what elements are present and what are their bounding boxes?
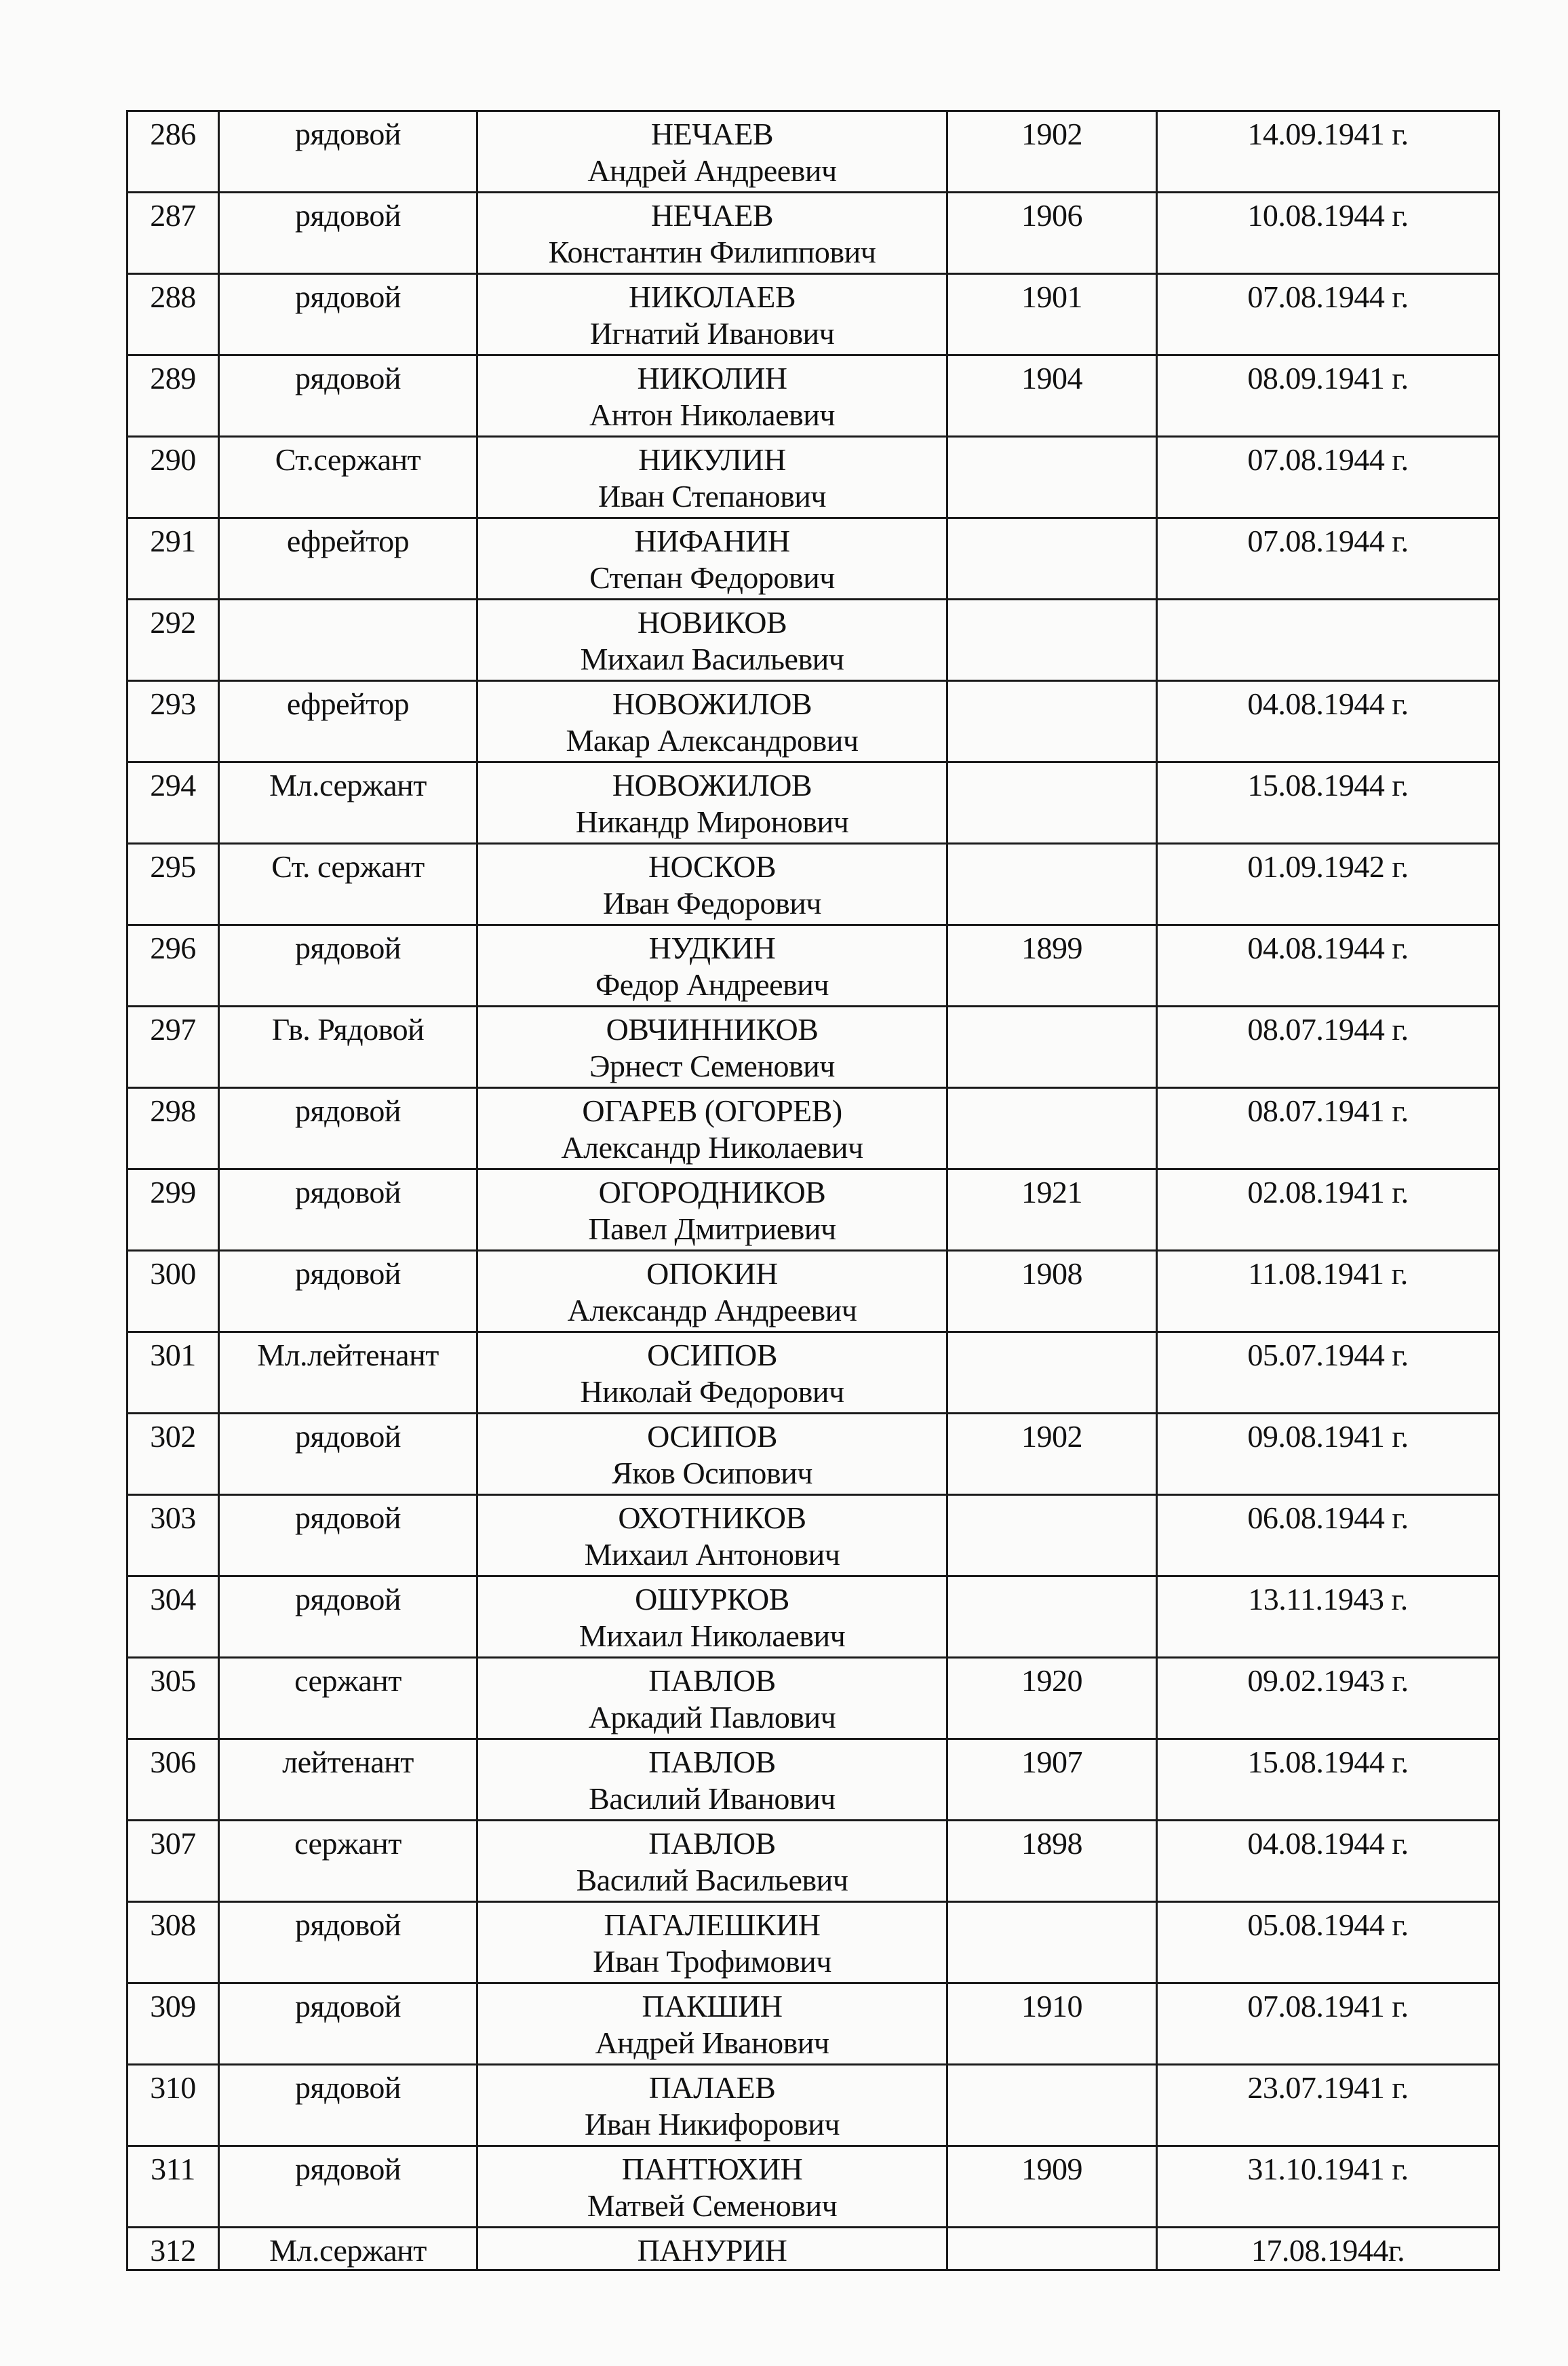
birth-year-cell: 1902 [947, 1414, 1157, 1495]
given-names: Матвей Семенович [587, 2188, 838, 2223]
rank-cell: рядовой [219, 1414, 477, 1495]
name-cell [477, 925, 947, 1007]
birth-year-cell [947, 437, 1157, 518]
given-names: Иван Степанович [597, 479, 827, 513]
table-row [128, 518, 1500, 600]
table-row [128, 1332, 1500, 1414]
row-number-cell: 311 [128, 2146, 219, 2228]
birth-year-cell [947, 1088, 1157, 1169]
date-cell: 04.08.1944 г. [1157, 925, 1500, 1007]
rank-cell: лейтенант [219, 1739, 477, 1821]
birth-year-cell [947, 762, 1157, 844]
given-names: Макар Александрович [566, 723, 859, 758]
rank-cell: ефрейтор [219, 681, 477, 762]
rank-cell: рядовой [219, 2065, 477, 2146]
surname: ПАЛАЕВ [648, 2070, 776, 2105]
name-cell [477, 355, 947, 437]
surname: ОШУРКОВ [635, 1582, 789, 1616]
birth-year-cell: 1906 [947, 193, 1157, 274]
row-number-cell: 296 [128, 925, 219, 1007]
surname: ОВЧИННИКОВ [606, 1012, 819, 1047]
name-cell [477, 762, 947, 844]
surname: ПАВЛОВ [648, 1745, 776, 1779]
birth-year-cell [947, 2065, 1157, 2146]
row-number-cell: 291 [128, 518, 219, 600]
row-number-cell: 302 [128, 1414, 219, 1495]
table-row [128, 1902, 1500, 1983]
row-number-cell: 295 [128, 844, 219, 925]
row-number-cell: 290 [128, 437, 219, 518]
given-names: Никандр Миронович [575, 804, 849, 839]
table-row [128, 274, 1500, 355]
birth-year-cell [947, 1332, 1157, 1414]
roster-table [126, 110, 1500, 2271]
date-cell: 09.08.1941 г. [1157, 1414, 1500, 1495]
surname: НОВИКОВ [637, 605, 787, 640]
date-cell: 04.08.1944 г. [1157, 681, 1500, 762]
table-row [128, 1088, 1500, 1169]
name-cell [477, 274, 947, 355]
birth-year-cell [947, 2228, 1157, 2270]
row-number-cell: 312 [128, 2228, 219, 2270]
name-cell [477, 193, 947, 274]
given-names: Павел Дмитриевич [588, 1211, 836, 1246]
name-cell [477, 1658, 947, 1739]
surname: НЕЧАЕВ [650, 198, 774, 233]
name-cell [477, 844, 947, 925]
date-cell: 23.07.1941 г. [1157, 2065, 1500, 2146]
given-names: Константин Филиппович [548, 235, 876, 269]
rank-cell: сержант [219, 1821, 477, 1902]
table-row [128, 1251, 1500, 1332]
birth-year-cell: 1920 [947, 1658, 1157, 1739]
birth-year-cell: 1901 [947, 274, 1157, 355]
birth-year-cell: 1907 [947, 1739, 1157, 1821]
rank-cell: рядовой [219, 274, 477, 355]
name-cell [477, 1739, 947, 1821]
date-cell: 07.08.1941 г. [1157, 1983, 1500, 2065]
name-cell [477, 1332, 947, 1414]
given-names: Антон Николаевич [589, 397, 835, 432]
date-cell: 04.08.1944 г. [1157, 1821, 1500, 1902]
table-row [128, 2228, 1500, 2270]
surname: НЕЧАЕВ [650, 117, 774, 151]
birth-year-cell: 1908 [947, 1251, 1157, 1332]
rank-cell: рядовой [219, 1169, 477, 1251]
table-row [128, 762, 1500, 844]
date-cell: 31.10.1941 г. [1157, 2146, 1500, 2228]
table-row [128, 1414, 1500, 1495]
surname: НОВОЖИЛОВ [612, 768, 812, 802]
surname: ПАВЛОВ [648, 1663, 776, 1698]
row-number-cell: 300 [128, 1251, 219, 1332]
name-cell [477, 1414, 947, 1495]
date-cell: 01.09.1942 г. [1157, 844, 1500, 925]
rank-cell: рядовой [219, 1983, 477, 2065]
given-names: Андрей Иванович [595, 2025, 829, 2060]
name-cell [477, 1495, 947, 1576]
table-row [128, 1007, 1500, 1088]
rank-cell: рядовой [219, 193, 477, 274]
surname: НУДКИН [648, 931, 776, 965]
name-cell [477, 1088, 947, 1169]
rank-cell: рядовой [219, 1088, 477, 1169]
birth-year-cell [947, 518, 1157, 600]
table-row [128, 1983, 1500, 2065]
date-cell: 08.07.1941 г. [1157, 1088, 1500, 1169]
row-number-cell: 298 [128, 1088, 219, 1169]
row-number-cell: 309 [128, 1983, 219, 2065]
date-cell: 09.02.1943 г. [1157, 1658, 1500, 1739]
roster-body [128, 111, 1500, 2270]
rank-cell: рядовой [219, 1902, 477, 1983]
table-row [128, 437, 1500, 518]
surname: ПАНУРИН [637, 2233, 787, 2268]
given-names: Михаил Васильевич [580, 642, 844, 676]
name-cell [477, 1169, 947, 1251]
name-cell [477, 1902, 947, 1983]
name-cell [477, 1983, 947, 2065]
date-cell: 13.11.1943 г. [1157, 1576, 1500, 1658]
name-cell [477, 111, 947, 193]
date-cell: 07.08.1944 г. [1157, 518, 1500, 600]
row-number-cell: 303 [128, 1495, 219, 1576]
surname: ОХОТНИКОВ [618, 1500, 806, 1535]
row-number-cell: 308 [128, 1902, 219, 1983]
name-cell [477, 1007, 947, 1088]
date-cell: 07.08.1944 г. [1157, 437, 1500, 518]
name-cell [477, 2146, 947, 2228]
row-number-cell: 297 [128, 1007, 219, 1088]
date-cell: 08.07.1944 г. [1157, 1007, 1500, 1088]
row-number-cell: 286 [128, 111, 219, 193]
date-cell: 02.08.1941 г. [1157, 1169, 1500, 1251]
birth-year-cell [947, 681, 1157, 762]
given-names: Аркадий Павлович [588, 1700, 836, 1734]
rank-cell: рядовой [219, 1495, 477, 1576]
birth-year-cell [947, 600, 1157, 681]
surname: НОСКОВ [648, 849, 777, 884]
row-number-cell: 310 [128, 2065, 219, 2146]
table-row [128, 1169, 1500, 1251]
name-cell [477, 2065, 947, 2146]
surname: НИКУЛИН [638, 442, 786, 477]
surname: ОГОРОДНИКОВ [598, 1175, 826, 1209]
rank-cell: Мл.сержант [219, 2228, 477, 2270]
row-number-cell: 307 [128, 1821, 219, 1902]
table-row [128, 1658, 1500, 1739]
table-row [128, 1821, 1500, 1902]
given-names: Михаил Антонович [584, 1537, 840, 1572]
name-cell [477, 2228, 947, 2270]
given-names: Иван Трофимович [593, 1944, 831, 1979]
birth-year-cell: 1898 [947, 1821, 1157, 1902]
surname: ПАНТЮХИН [621, 2152, 803, 2186]
name-cell [477, 681, 947, 762]
surname: НИФАНИН [634, 524, 790, 558]
birth-year-cell: 1921 [947, 1169, 1157, 1251]
row-number-cell: 306 [128, 1739, 219, 1821]
rank-cell: рядовой [219, 1251, 477, 1332]
rank-cell [219, 600, 477, 681]
birth-year-cell: 1910 [947, 1983, 1157, 2065]
row-number-cell: 292 [128, 600, 219, 681]
table-row [128, 2065, 1500, 2146]
given-names: Андрей Андреевич [587, 153, 837, 188]
rank-cell: рядовой [219, 1576, 477, 1658]
date-cell: 10.08.1944 г. [1157, 193, 1500, 274]
given-names: Иван Никифорович [585, 2107, 840, 2141]
date-cell [1157, 600, 1500, 681]
given-names: Михаил Николаевич [579, 1618, 846, 1653]
given-names: Александр Андреевич [567, 1293, 857, 1327]
row-number-cell: 293 [128, 681, 219, 762]
given-names: Игнатий Иванович [589, 316, 835, 351]
table-row [128, 1495, 1500, 1576]
rank-cell: Ст.сержант [219, 437, 477, 518]
rank-cell: рядовой [219, 111, 477, 193]
rank-cell: Ст. сержант [219, 844, 477, 925]
birth-year-cell: 1909 [947, 2146, 1157, 2228]
name-cell [477, 437, 947, 518]
row-number-cell: 299 [128, 1169, 219, 1251]
table-row [128, 355, 1500, 437]
date-cell: 05.07.1944 г. [1157, 1332, 1500, 1414]
given-names: Василий Васильевич [576, 1863, 848, 1897]
rank-cell: рядовой [219, 355, 477, 437]
birth-year-cell: 1904 [947, 355, 1157, 437]
rank-cell: рядовой [219, 925, 477, 1007]
surname: ОПОКИН [646, 1256, 778, 1291]
rank-cell: рядовой [219, 2146, 477, 2228]
birth-year-cell: 1902 [947, 111, 1157, 193]
rank-cell: Мл.лейтенант [219, 1332, 477, 1414]
table-row [128, 600, 1500, 681]
table-row [128, 1576, 1500, 1658]
given-names: Василий Иванович [589, 1781, 836, 1816]
given-names: Степан Федорович [589, 560, 835, 595]
name-cell [477, 1251, 947, 1332]
surname: ПАКШИН [642, 1989, 783, 2023]
given-names: Иван Федорович [603, 886, 821, 920]
surname: НИКОЛИН [637, 361, 787, 395]
name-cell [477, 1821, 947, 1902]
date-cell: 11.08.1941 г. [1157, 1251, 1500, 1332]
rank-cell: Гв. Рядовой [219, 1007, 477, 1088]
given-names: Николай Федорович [580, 1374, 844, 1409]
date-cell: 06.08.1944 г. [1157, 1495, 1500, 1576]
table-row [128, 681, 1500, 762]
birth-year-cell [947, 1007, 1157, 1088]
row-number-cell: 287 [128, 193, 219, 274]
surname: НОВОЖИЛОВ [612, 686, 812, 721]
row-number-cell: 289 [128, 355, 219, 437]
rank-cell: ефрейтор [219, 518, 477, 600]
row-number-cell: 304 [128, 1576, 219, 1658]
surname: ПАВЛОВ [648, 1826, 776, 1861]
date-cell: 14.09.1941 г. [1157, 111, 1500, 193]
birth-year-cell [947, 844, 1157, 925]
birth-year-cell [947, 1902, 1157, 1983]
row-number-cell: 288 [128, 274, 219, 355]
surname: ОСИПОВ [647, 1419, 777, 1454]
row-number-cell: 305 [128, 1658, 219, 1739]
table-row [128, 925, 1500, 1007]
name-cell [477, 600, 947, 681]
surname: ПАГАЛЕШКИН [604, 1907, 821, 1942]
rank-cell: Мл.сержант [219, 762, 477, 844]
date-cell: 07.08.1944 г. [1157, 274, 1500, 355]
date-cell: 15.08.1944 г. [1157, 762, 1500, 844]
surname: ОСИПОВ [647, 1338, 777, 1372]
date-cell: 17.08.1944г. [1157, 2228, 1500, 2270]
date-cell: 05.08.1944 г. [1157, 1902, 1500, 1983]
row-number-cell: 301 [128, 1332, 219, 1414]
given-names: Федор Андреевич [595, 967, 829, 1002]
given-names: Эрнест Семенович [589, 1049, 835, 1083]
table-row [128, 193, 1500, 274]
surname: ОГАРЕВ (ОГОРЕВ) [582, 1093, 842, 1128]
name-cell [477, 518, 947, 600]
given-names: Яков Осипович [612, 1456, 812, 1490]
birth-year-cell [947, 1495, 1157, 1576]
table-row [128, 1739, 1500, 1821]
given-names: Александр Николаевич [561, 1130, 863, 1165]
table-row [128, 2146, 1500, 2228]
rank-cell: сержант [219, 1658, 477, 1739]
table-row [128, 844, 1500, 925]
birth-year-cell: 1899 [947, 925, 1157, 1007]
row-number-cell: 294 [128, 762, 219, 844]
table-row [128, 111, 1500, 193]
birth-year-cell [947, 1576, 1157, 1658]
date-cell: 15.08.1944 г. [1157, 1739, 1500, 1821]
name-cell [477, 1576, 947, 1658]
surname: НИКОЛАЕВ [628, 279, 796, 314]
date-cell: 08.09.1941 г. [1157, 355, 1500, 437]
